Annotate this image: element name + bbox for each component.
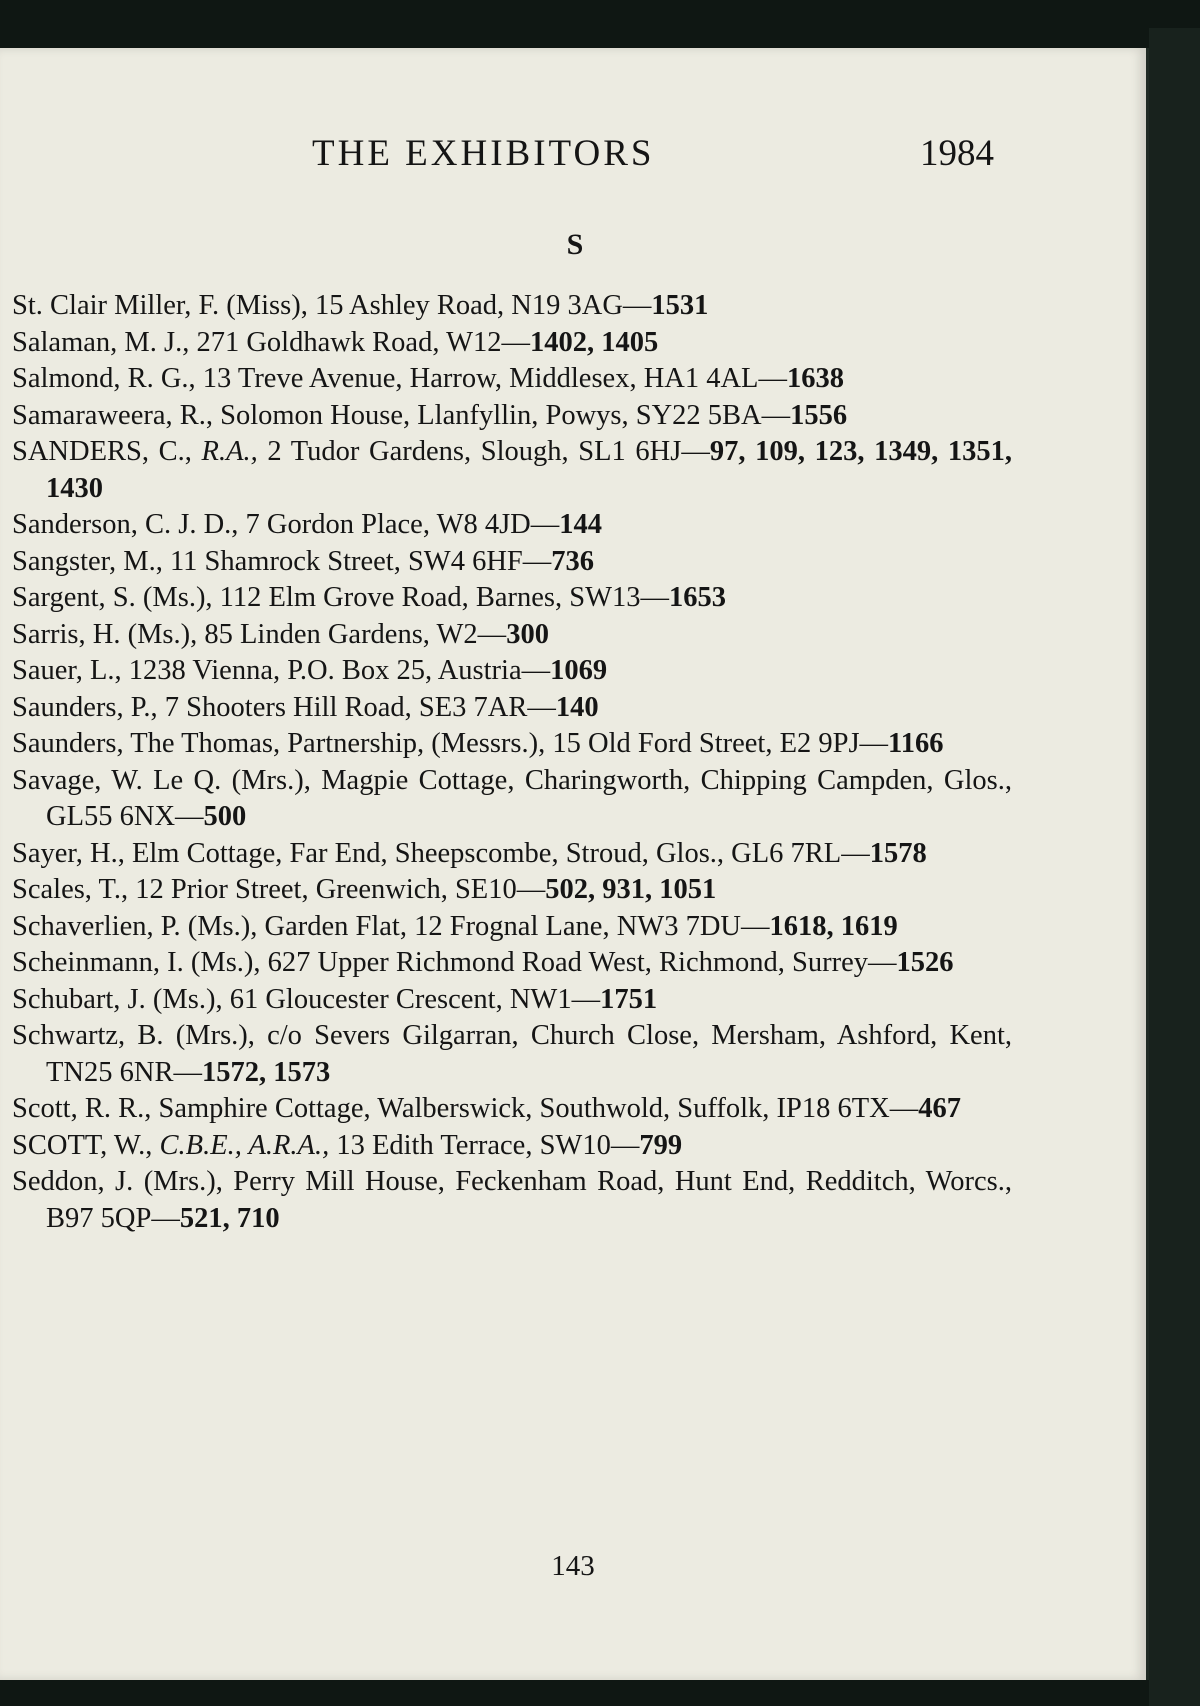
exhibitor-entry <box>12 398 1012 435</box>
exhibitor-entry <box>12 909 1012 946</box>
entry-text: Sayer, H., Elm Cottage, Far End, Sheepscombe, Stroud, Glos., GL6 7RL— <box>12 837 870 869</box>
entry-text: Schubart, J. (Ms.), 61 Gloucester Crescent, NW1— <box>12 983 601 1015</box>
entry-catalogue-numbers: 1556 <box>790 399 848 431</box>
entry-text: Seddon, J. (Mrs.), Perry Mill House, Feckenham Road, Hunt End, Redditch, Worcs., B97 5QP— <box>12 1166 1012 1234</box>
entry-text: Salaman, M. J., 271 Goldhawk Road, W12— <box>12 326 530 358</box>
exhibitor-entry <box>12 836 1012 873</box>
entry-text: Samaraweera, R., Solomon House, Llanfyllin, Powys, SY22 5BA— <box>12 399 791 431</box>
exhibitor-entry <box>12 617 1012 654</box>
entry-catalogue-numbers: 736 <box>551 545 595 577</box>
entry-catalogue-numbers: 144 <box>559 509 603 540</box>
entry-text: Schaverlien, P. (Ms.), Garden Flat, 12 Frognal Lane, NW3 7DU— <box>12 910 770 942</box>
entry-catalogue-numbers: 1069 <box>550 655 608 686</box>
entry-text: Savage, W. Le Q. (Mrs.), Magpie Cottage, Charingworth, Chipping Campden, Glos., GL55 6NX— <box>12 764 1012 832</box>
entry-text: Salmond, R. G., 13 Treve Avenue, Harrow, Middlesex, HA1 4AL— <box>12 363 787 394</box>
entry-text: Sargent, S. (Ms.), 112 Elm Grove Road, Barnes, SW13— <box>12 582 670 613</box>
running-title: THE EXHIBITORS <box>312 133 655 174</box>
exhibitor-entry <box>12 1128 1012 1165</box>
entry-catalogue-numbers: 140 <box>555 691 599 723</box>
entry-catalogue-numbers: 1572, 1573 <box>201 1056 331 1088</box>
entry-catalogue-numbers: 1526 <box>896 947 954 978</box>
exhibitor-entry <box>12 982 1012 1019</box>
exhibitor-entry <box>12 690 1012 727</box>
entry-catalogue-numbers: 1578 <box>869 837 927 869</box>
exhibitor-entry <box>12 544 1012 581</box>
exhibitor-entry <box>12 653 1012 690</box>
running-year: 1984 <box>920 133 994 174</box>
entry-text: St. Clair Miller, F. (Miss), 15 Ashley Road, N19 3AG— <box>12 290 652 321</box>
entry-catalogue-numbers: 97, 109, 123, 1349, 1351, 1430 <box>46 436 1013 504</box>
exhibitor-entry <box>12 726 1012 763</box>
entry-text: Schwartz, B. (Mrs.), c/o Severs Gilgarran, Church Close, Mersham, Ashford, Kent, TN25 6NR— <box>12 1020 1012 1088</box>
exhibitor-entry <box>12 872 1012 909</box>
entry-catalogue-numbers: 1166 <box>888 728 944 759</box>
page-number: 143 <box>551 1550 595 1582</box>
entry-text: Saunders, The Thomas, Partnership, (Messrs.), 15 Old Ford Street, E2 9PJ— <box>12 728 889 759</box>
exhibitor-entry <box>12 945 1012 982</box>
running-head <box>0 132 1146 182</box>
exhibitor-entry <box>12 763 1012 836</box>
entry-catalogue-numbers: 1531 <box>651 290 709 321</box>
entry-catalogue-numbers: 1618, 1619 <box>769 910 898 942</box>
entry-catalogue-numbers: 799 <box>639 1129 683 1161</box>
entry-catalogue-numbers: 502, 931, 1051 <box>545 874 717 905</box>
exhibitor-entry <box>12 288 1012 325</box>
entry-text-continued: 2 Tudor Gardens, Slough, SL1 6HJ— <box>267 436 710 467</box>
entry-honors: C.B.E., A.R.A., <box>159 1129 330 1161</box>
entry-catalogue-numbers: 1638 <box>786 363 844 394</box>
exhibitor-entry <box>12 1091 1012 1128</box>
exhibitor-list <box>12 288 1012 1237</box>
entry-text-continued: 13 Edith Terrace, SW10— <box>336 1129 640 1161</box>
entry-text: Scott, R. R., Samphire Cottage, Walberswick, Southwold, Suffolk, IP18 6TX— <box>12 1093 919 1124</box>
exhibitor-entry <box>12 325 1012 362</box>
book-page <box>0 48 1149 1680</box>
entry-catalogue-numbers: 300 <box>506 618 549 650</box>
entry-text: SANDERS, C., <box>12 436 192 467</box>
entry-text: Scheinmann, I. (Ms.), 627 Upper Richmond Road West, Richmond, Surrey— <box>12 947 897 978</box>
entry-catalogue-numbers: 1402, 1405 <box>529 326 659 358</box>
entry-text: Sangster, M., 11 Shamrock Street, SW4 6HF— <box>12 545 552 577</box>
entry-text: Sarris, H. (Ms.), 85 Linden Gardens, W2— <box>12 618 507 650</box>
entry-text: Scales, T., 12 Prior Street, Greenwich, SE10— <box>12 874 546 905</box>
entry-catalogue-numbers: 500 <box>203 801 247 832</box>
entry-catalogue-numbers: 1653 <box>669 582 727 613</box>
exhibitor-entry <box>12 1018 1012 1091</box>
entry-text: SCOTT, W., <box>12 1129 153 1161</box>
exhibitor-entry <box>12 507 1012 544</box>
entry-catalogue-numbers: 521, 710 <box>179 1202 280 1234</box>
entry-text: Sauer, L., 1238 Vienna, P.O. Box 25, Austria— <box>12 655 551 686</box>
entry-honors: R.A., <box>201 436 258 467</box>
exhibitor-entry <box>12 434 1012 507</box>
exhibitor-entry <box>12 1164 1012 1237</box>
entry-catalogue-numbers: 467 <box>918 1093 961 1124</box>
entry-catalogue-numbers: 1751 <box>600 983 658 1015</box>
entry-text: Sanderson, C. J. D., 7 Gordon Place, W8 4JD— <box>12 509 560 540</box>
section-letter: S <box>566 228 584 261</box>
book-cover-edge <box>1149 28 1200 1706</box>
entry-text: Saunders, P., 7 Shooters Hill Road, SE3 7AR— <box>12 691 556 723</box>
exhibitor-entry <box>12 580 1012 617</box>
exhibitor-entry <box>12 361 1012 398</box>
